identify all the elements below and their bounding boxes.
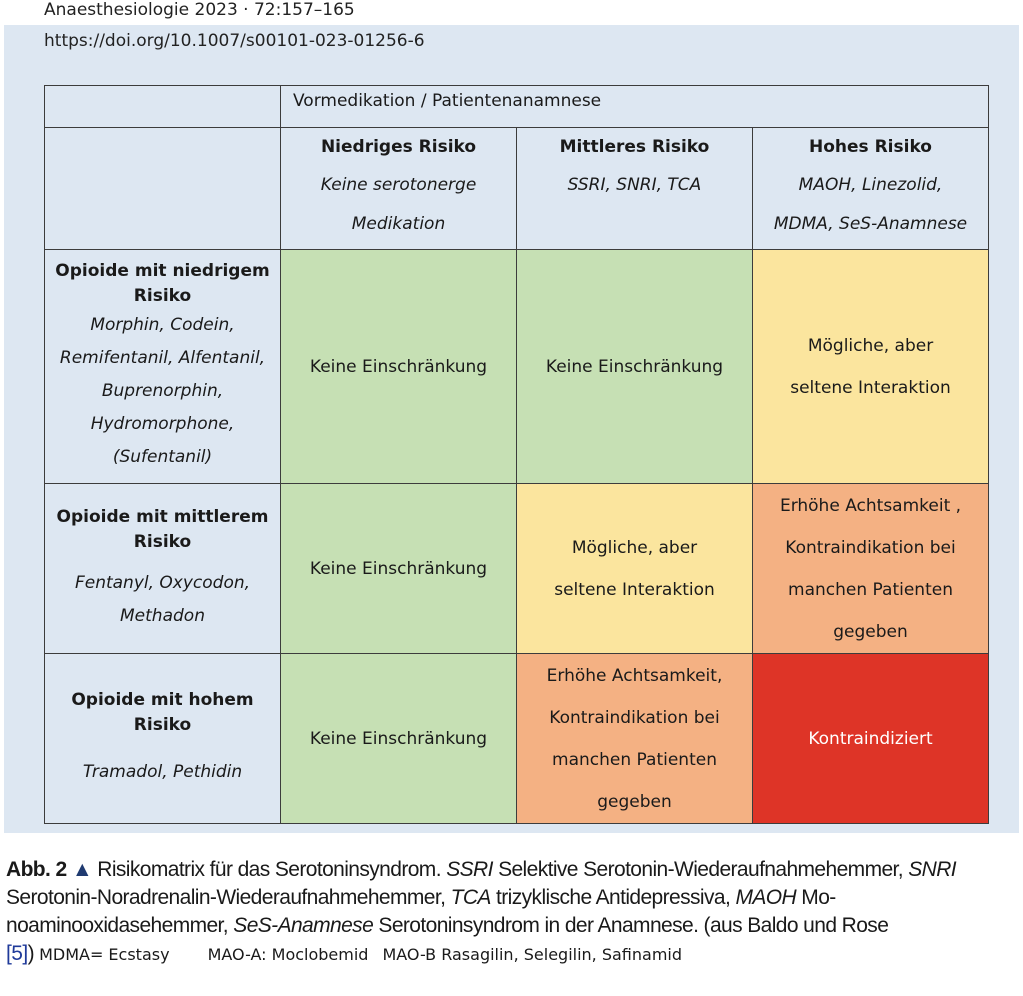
row-drug: Methadon <box>120 605 205 626</box>
column-header-niedrig <box>281 128 517 250</box>
cell-text: Keine Einschränkung <box>309 356 488 377</box>
row-drug: Remifentanil, Alfentanil, <box>59 348 266 368</box>
cell-mittel-niedrig <box>281 484 517 654</box>
cell-text: seltene Interaktion <box>554 579 715 600</box>
caption-text: Serotoninsyndrom in der Anamnese. (aus Baldo und Rose <box>378 914 889 937</box>
caption-text: Mo-noaminooxidasehemmer, <box>6 886 836 937</box>
column-subtitle: Medikation <box>351 214 446 234</box>
cell-niedrig-mittel <box>517 250 753 484</box>
cell-text: Kontraindikation bei <box>785 537 956 558</box>
abbreviation: TCA <box>450 886 491 909</box>
caption-text: trizyklische Antidepressiva, <box>496 886 731 909</box>
cell-hoch-hoch <box>753 654 989 824</box>
vormedikation-header: Vormedikation / Patientenanamnese <box>281 86 989 128</box>
column-subtitle: MAOH, Linezolid, <box>798 175 943 195</box>
cell-text: seltene Interaktion <box>790 377 951 398</box>
cell-text: Erhöhe Achtsamkeit , <box>779 495 962 516</box>
figure-caption <box>6 856 1019 969</box>
cell-text: Keine Einschränkung <box>545 356 724 377</box>
cell-text: Mögliche, aber <box>571 537 698 558</box>
cell-hoch-mittel <box>517 654 753 824</box>
row-title: Risiko <box>133 286 192 306</box>
row-title: Opioide mit mittlerem <box>56 506 269 527</box>
cell-niedrig-niedrig <box>281 250 517 484</box>
column-title: Mittleres Risiko <box>559 137 710 157</box>
row-title: Risiko <box>133 715 192 735</box>
cell-text: Erhöhe Achtsamkeit, <box>546 665 723 686</box>
cell-text: Kontraindiziert <box>808 728 933 749</box>
row-title: Opioide mit niedrigem <box>55 261 270 281</box>
cell-text: Kontraindikation bei <box>549 707 720 728</box>
cell-mittel-hoch <box>753 484 989 654</box>
figure-panel <box>4 25 1019 833</box>
row-drug: Fentanyl, Oxycodon, <box>74 572 251 593</box>
corner-cell <box>45 86 281 128</box>
column-subtitle: SSRI, SNRI, TCA <box>567 175 702 195</box>
doi-link[interactable]: https://doi.org/10.1007/s00101-023-01256-6 <box>44 31 425 51</box>
row-drug: Tramadol, Pethidin <box>82 762 243 782</box>
column-title: Hohes Risiko <box>809 137 932 157</box>
column-subtitle: MDMA, SeS-Anamnese <box>773 214 968 234</box>
row-drug: Buprenorphin, <box>101 381 224 401</box>
row-title: Risiko <box>133 531 192 552</box>
abbreviation: SSRI <box>446 858 493 881</box>
row-header-mittel <box>45 484 281 654</box>
column-header-hoch <box>753 128 989 250</box>
cell-text: Mögliche, aber <box>807 335 934 356</box>
column-subtitle: Keine serotonerge <box>320 175 477 195</box>
reference-link[interactable]: [5] <box>6 942 28 965</box>
row-drug: Hydromorphone, <box>90 414 235 434</box>
triangle-icon: ▲ <box>71 858 93 881</box>
cell-mittel-mittel <box>517 484 753 654</box>
row-header-hoch <box>45 654 281 824</box>
figure-label: Abb. 2 <box>6 858 67 881</box>
row-header-niedrig <box>45 250 281 484</box>
abbreviation: SeS-Anamnese <box>233 914 374 937</box>
row-drug: Morphin, Codein, <box>90 315 235 335</box>
abbreviation: MAOH <box>735 886 797 909</box>
column-header-mittel <box>517 128 753 250</box>
risk-matrix-table <box>44 85 989 824</box>
cell-text: manchen Patienten <box>552 749 717 770</box>
corner-cell-2 <box>45 128 281 250</box>
cell-niedrig-hoch <box>753 250 989 484</box>
abbreviation: SNRI <box>908 858 957 881</box>
cell-hoch-niedrig <box>281 654 517 824</box>
cell-text: gegeben <box>833 621 908 642</box>
cell-text: Keine Einschränkung <box>309 728 488 749</box>
cell-text: gegeben <box>597 791 672 812</box>
caption-text: Serotonin-Noradrenalin-Wiederaufnahmehemmer, <box>6 886 446 909</box>
caption-text: Risikomatrix für das Serotoninsyndrom. <box>97 858 441 881</box>
journal-citation: Anaesthesiologie 2023 · 72:157–165 <box>44 0 355 20</box>
row-title: Opioide mit hohem <box>71 690 254 710</box>
caption-note: MDMA= Ecstasy <box>39 945 170 964</box>
column-title: Niedriges Risiko <box>320 137 477 157</box>
caption-text: ) <box>27 942 34 965</box>
cell-text: Keine Einschränkung <box>309 558 488 579</box>
row-drug: (Sufentanil) <box>112 447 213 467</box>
caption-note: MAO-A: Moclobemid <box>207 945 369 964</box>
cell-text: manchen Patienten <box>788 579 953 600</box>
caption-text: Selektive Serotonin-Wiederaufnahmehemmer, <box>498 858 904 881</box>
caption-note: MAO-B Rasagilin, Selegilin, Safinamid <box>382 945 683 964</box>
